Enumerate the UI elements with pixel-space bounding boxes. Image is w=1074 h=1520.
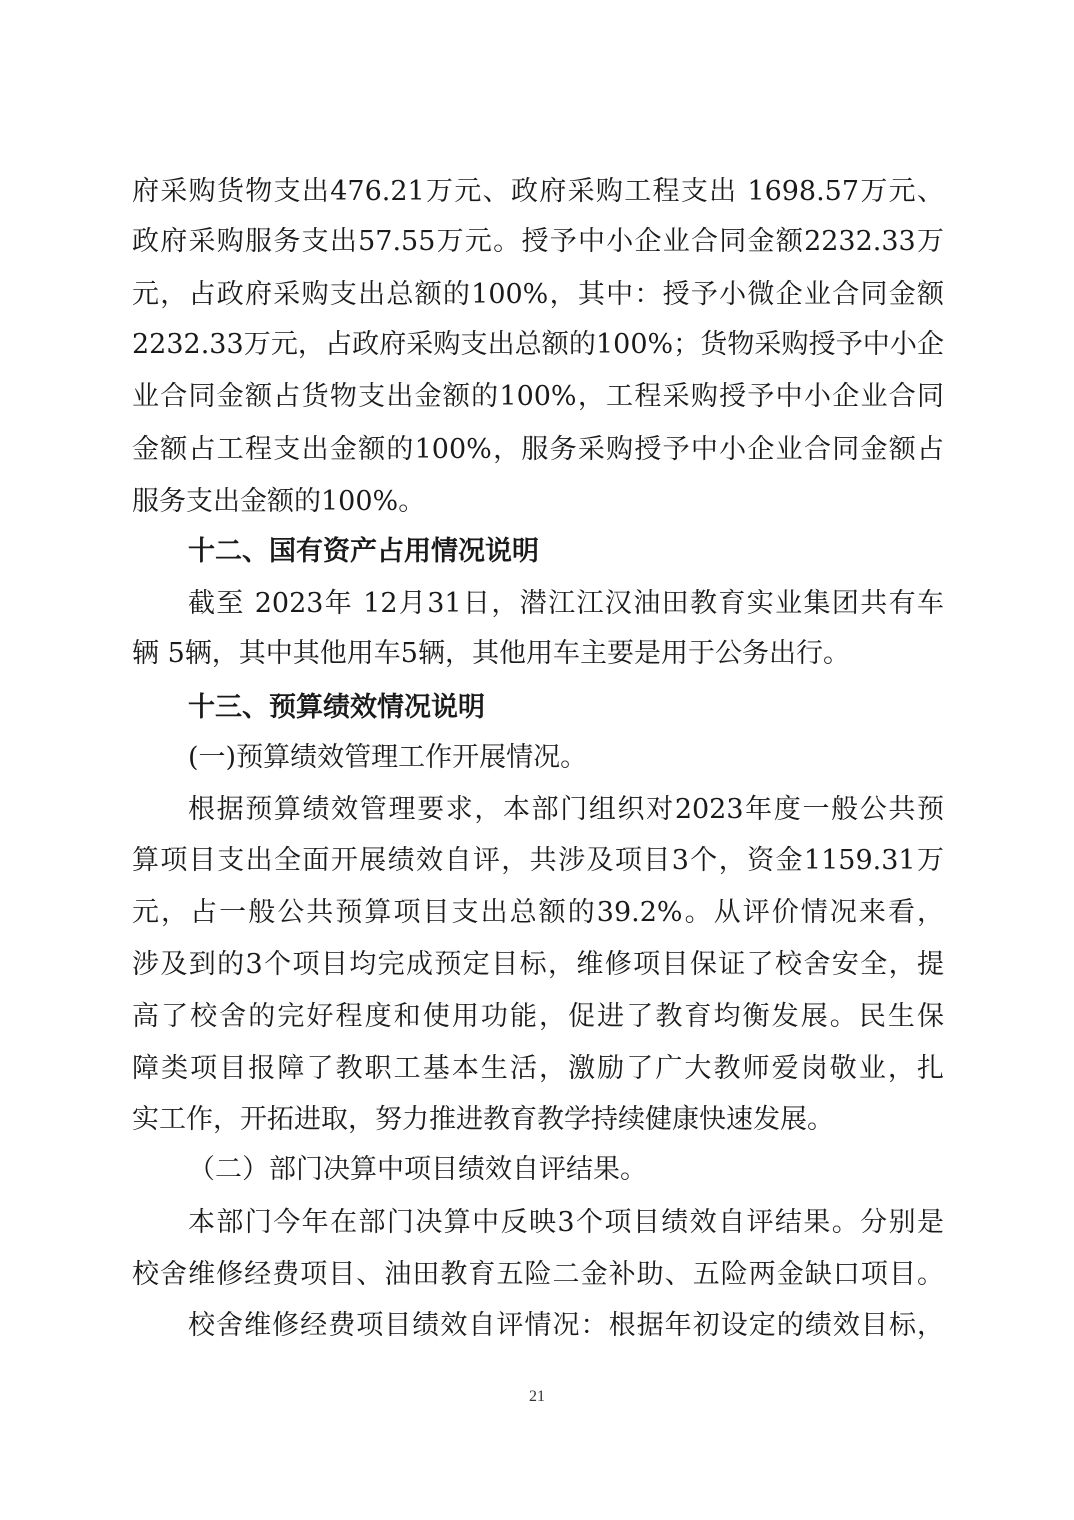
paragraph-line: 校舍维修经费项目绩效自评情况：根据年初设定的绩效目标，: [188, 1310, 944, 1341]
paragraph-line: 2232.33万元，占政府采购支出总额的100%；货物采购授予中小企: [132, 329, 944, 360]
paragraph-line: 高了校舍的完好程度和使用功能，促进了教育均衡发展。民生保: [132, 1001, 944, 1032]
paragraph-line: 涉及到的3个项目均完成预定目标，维修项目保证了校舍安全，提: [132, 949, 944, 980]
page-number: 21: [529, 1388, 545, 1405]
paragraph-line: 业合同金额占货物支出金额的100%，工程采购授予中小企业合同: [132, 381, 944, 412]
paragraph-line: 府采购货物支出476.21万元、政府采购工程支出 1698.57万元、: [132, 176, 944, 207]
paragraph-line: 服务支出金额的100%。: [132, 486, 426, 517]
paragraph-line: 政府采购服务支出57.55万元。授予中小企业合同金额2232.33万: [132, 226, 944, 257]
paragraph-line: 辆 5辆，其中其他用车5辆，其他用车主要是用于公务出行。: [132, 638, 850, 669]
paragraph-line: （二）部门决算中项目绩效自评结果。: [188, 1154, 647, 1185]
paragraph-line: 本部门今年在部门决算中反映3个项目绩效自评结果。分别是: [188, 1207, 944, 1238]
section-heading: 十二、国有资产占用情况说明: [188, 536, 539, 567]
paragraph-line: 元，占一般公共预算项目支出总额的39.2%。从评价情况来看，: [132, 897, 944, 928]
paragraph-line: (一)预算绩效管理工作开展情况。: [188, 742, 588, 773]
section-heading: 十三、预算绩效情况说明: [188, 692, 485, 723]
paragraph-line: 金额占工程支出金额的100%，服务采购授予中小企业合同金额占: [132, 434, 944, 465]
paragraph-line: 实工作，开拓进取，努力推进教育教学持续健康快速发展。: [132, 1104, 834, 1135]
paragraph-line: 算项目支出全面开展绩效自评，共涉及项目3个，资金1159.31万: [132, 845, 944, 876]
paragraph-line: 校舍维修经费项目、油田教育五险二金补助、五险两金缺口项目。: [132, 1259, 944, 1290]
paragraph-line: 障类项目报障了教职工基本生活，激励了广大教师爱岗敬业，扎: [132, 1053, 944, 1084]
paragraph-line: 元，占政府采购支出总额的100%，其中：授予小微企业合同金额: [132, 279, 944, 310]
paragraph-line: 根据预算绩效管理要求，本部门组织对2023年度一般公共预: [188, 794, 944, 825]
paragraph-line: 截至 2023年 12月31日，潜江江汉油田教育实业集团共有车: [188, 588, 944, 619]
